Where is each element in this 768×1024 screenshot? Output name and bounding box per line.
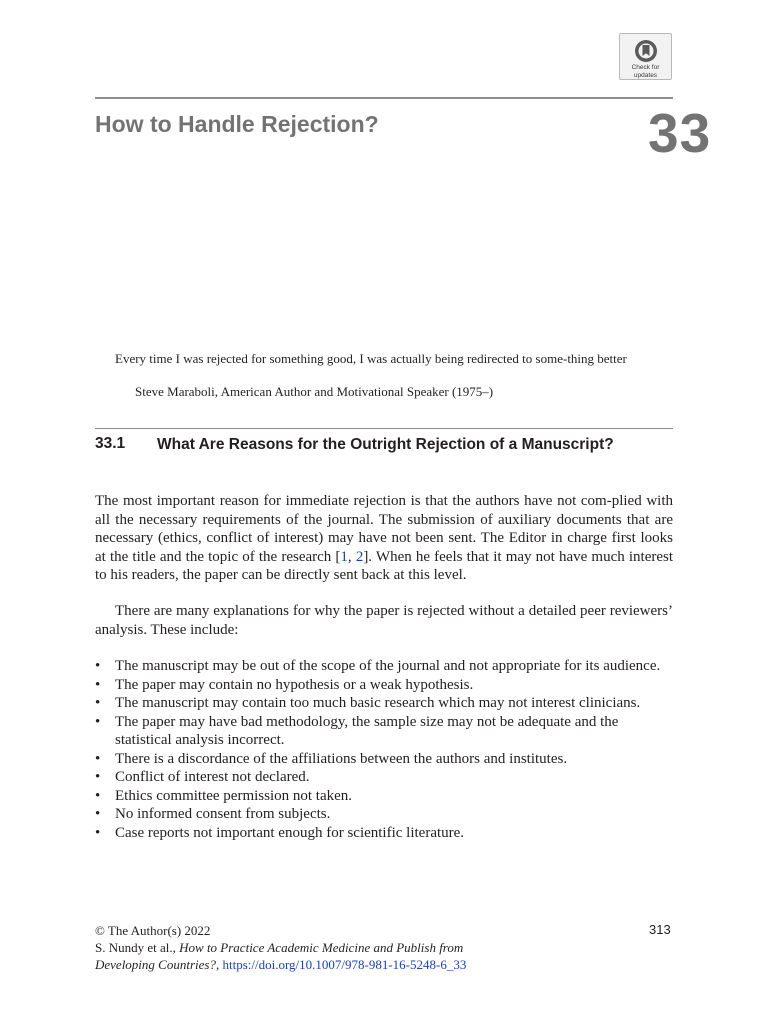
doi-link[interactable]: https://doi.org/10.1007/978-981-16-5248-6_33 (222, 957, 467, 972)
list-item-text: The manuscript may contain too much basic research which may not interest clinicians. (115, 695, 641, 711)
section-rule (95, 428, 673, 429)
bullet-icon: • (95, 676, 101, 693)
bullet-icon: • (95, 787, 101, 804)
paragraph-text: The most important reason for immediate rejection is that the authors have not com-plied with all the necessary requirements of the journal. The submission of auxiliary documents that are necessary (ethics, conflict of interest) may have not been sent. The Editor in charge first looks at the title and the topic of the research [ (95, 493, 673, 565)
book-title-part1: How to Practice Academic Medicine and Publish from (179, 940, 464, 955)
list-item (95, 657, 673, 676)
body-paragraph-1 (95, 492, 673, 585)
epigraph-quote: Every time I was rejected for something good, I was actually being redirected to some-thing better (115, 351, 627, 366)
list-item-text: No informed consent from subjects. (115, 806, 331, 822)
section-title: What Are Reasons for the Outright Rejection of a Manuscript? (157, 436, 614, 453)
bullet-icon: • (95, 806, 101, 822)
list-item (95, 787, 673, 806)
bullet-icon: • (95, 658, 101, 674)
bullet-icon: • (95, 824, 101, 841)
bullet-icon: • (95, 695, 101, 711)
footer-comma: , (215, 957, 223, 972)
citation-link-2[interactable]: 2 (355, 548, 364, 565)
chapter-number: 33 (648, 102, 712, 164)
list-item-text: Ethics committee permission not taken. (115, 787, 353, 804)
page-number: 313 (649, 922, 671, 937)
book-title-part2: Developing Countries? (95, 957, 216, 972)
copyright-line: © The Author(s) 2022 (95, 923, 211, 938)
list-item (95, 768, 673, 787)
epigraph-attribution: Steve Maraboli, American Author and Motivational Speaker (1975–) (135, 384, 494, 399)
chapter-title: How to Handle Rejection? (95, 111, 379, 137)
page-footer (95, 922, 466, 973)
citation-separator: , (347, 548, 356, 565)
bullet-icon: • (95, 750, 101, 767)
list-item (95, 805, 673, 824)
chapter-top-rule (95, 97, 673, 99)
list-item (95, 713, 673, 750)
bookmark-circle-icon (634, 39, 658, 63)
reasons-list (95, 657, 673, 842)
footer-authors: S. Nundy et al., (95, 940, 180, 955)
list-item-text: The paper may have bad methodology, the sample size may not be adequate and the statistical analysis incorrect. (115, 713, 619, 748)
badge-label-line1: Check for (631, 64, 660, 71)
body-paragraph-2: There are many explanations for why the paper is rejected without a detailed peer reviewers’ analysis. These include: (95, 603, 673, 638)
section-number: 33.1 (95, 435, 126, 452)
list-item-text: The paper may contain no hypothesis or a weak hypothesis. (115, 676, 474, 693)
list-item-text: The manuscript may be out of the scope of the journal and not appropriate for its audience. (115, 658, 661, 674)
list-item (95, 824, 673, 843)
badge-label-line2: updates (633, 72, 658, 79)
list-item-text: Case reports not important enough for scientific literature. (115, 824, 465, 841)
bullet-icon: • (95, 769, 101, 785)
paragraph-text: ]. When he feels that it may not have much interest to his readers, the paper can be directly sent back at this level. (95, 548, 674, 583)
list-item-text: There is a discordance of the affiliations between the authors and institutes. (115, 750, 568, 767)
citation-link-1[interactable]: 1 (340, 548, 348, 565)
doi-line (95, 956, 466, 973)
check-for-updates-badge[interactable] (619, 33, 672, 80)
list-item-text: Conflict of interest not declared. (115, 769, 310, 785)
bullet-icon: • (95, 713, 101, 730)
list-item (95, 676, 673, 695)
list-item (95, 750, 673, 769)
citation-line (95, 939, 466, 956)
list-item (95, 694, 673, 713)
